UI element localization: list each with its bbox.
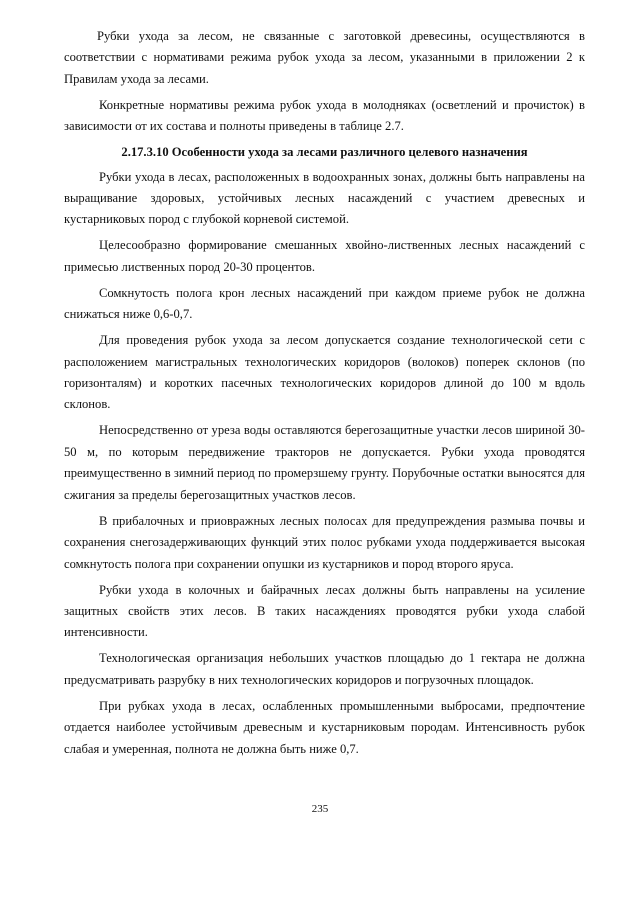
paragraph: Технологическая организация небольших участков площадью до 1 гектара не должна предусматривать разрубку в них технологических коридоров и погрузочных площадок. <box>64 651 585 687</box>
page-number: 235 <box>311 803 329 815</box>
paragraph: Конкретные нормативы режима рубок ухода в молодняках (осветлений и прочисток) в зависимости от их состава и полноты приведены в таблице 2.7. <box>64 97 585 134</box>
paragraph: В прибалочных и приовражных лесных полосах для предупреждения размыва почвы и сохранения снегозадерживающих функций этих полос рубками ухода поддерживается высокая сомкнутость полога при сохранении опушки из кустарников и пород второго яруса. <box>64 513 585 571</box>
paragraph: Рубки ухода в лесах, расположенных в водоохранных зонах, должны быть направлены на выращивание здоровых, устойчивых лесных насаждений с участием древесных и кустарниковых пород с глубокой корневой системой. <box>64 169 585 227</box>
paragraph: Целесообразно формирование смешанных хвойно-лиственных лесных насаждений с примесью лиственных пород 20-30 процентов. <box>64 238 585 274</box>
section-heading: 2.17.3.10 Особенности ухода за лесами различного целевого назначения <box>121 145 528 160</box>
page-content <box>64 26 585 765</box>
paragraph: Непосредственно от уреза воды оставляются берегозащитные участки лесов шириной 30-50 м, по которым передвижение тракторов не допускается. Рубки ухода проводятся преимущественно в зимний период по промерзшему грунту. Порубочные остатки выносятся для сжигания за пределы берегозащитных участков лесов. <box>64 423 585 502</box>
paragraph: Рубки ухода за лесом, не связанные с заготовкой древесины, осуществляются в соответствии с нормативами режима рубок ухода за лесом, указанными в приложении 2 к Правилам ухода за лесами. <box>64 29 585 86</box>
paragraph: Рубки ухода в колочных и байрачных лесах должны быть направлены на усиление защитных свойств этих лесов. В таких насаждениях проводятся рубки ухода слабой интенсивности. <box>64 582 585 640</box>
paragraph: Сомкнутость полога крон лесных насаждений при каждом приеме рубок не должна снижаться ниже 0,6-0,7. <box>64 285 585 322</box>
paragraph: При рубках ухода в лесах, ослабленных промышленными выбросами, предпочтение отдается наиболее устойчивым древесным и кустарниковым породам. Интенсивность рубок слабая и умеренная, полнота не должна быть ниже 0,7. <box>64 698 585 756</box>
paragraph: Для проведения рубок ухода за лесом допускается создание технологической сети с расположением магистральных технологических коридоров (волоков) поперек склонов (по горизонталям) и коротких пасечных технологических коридоров длиной до 100 м вдоль склонов. <box>64 333 585 412</box>
